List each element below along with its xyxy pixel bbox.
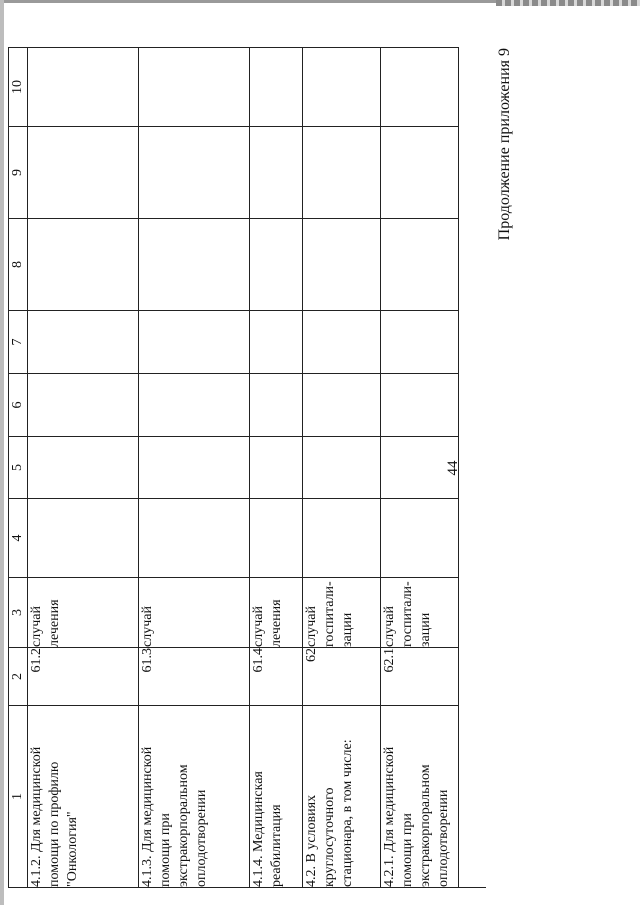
row-name-cell bbox=[250, 706, 303, 888]
column-number: 5 bbox=[9, 437, 28, 499]
table-row bbox=[250, 48, 303, 888]
empty-cell bbox=[28, 48, 139, 127]
row-name-line: 4.1.4. Медицинская bbox=[251, 771, 266, 887]
table-left-border bbox=[26, 887, 486, 888]
empty-cell bbox=[250, 437, 303, 499]
empty-cell bbox=[303, 311, 381, 374]
column-number: 9 bbox=[9, 127, 28, 219]
row-unit-line: зации bbox=[418, 612, 433, 647]
empty-cell bbox=[139, 311, 250, 374]
row-name-line: оплодотворении bbox=[436, 789, 451, 887]
table-row bbox=[303, 48, 381, 888]
empty-cell bbox=[139, 374, 250, 437]
row-name-line: "Онкология" bbox=[65, 811, 80, 887]
row-name-line: 4.2. В условиях bbox=[304, 794, 319, 887]
column-number: 8 bbox=[9, 219, 28, 311]
empty-cell bbox=[28, 311, 139, 374]
empty-cell bbox=[303, 437, 381, 499]
data-table bbox=[8, 47, 459, 888]
empty-cell bbox=[139, 48, 250, 127]
empty-cell bbox=[250, 374, 303, 437]
row-unit-line: случай bbox=[29, 606, 44, 647]
row-code-cell: 61.2 bbox=[28, 648, 139, 706]
column-number: 2 bbox=[9, 648, 28, 706]
rotated-page bbox=[8, 48, 568, 888]
empty-cell bbox=[303, 499, 381, 578]
row-name-line: круглосуточного bbox=[322, 787, 337, 887]
empty-cell bbox=[139, 499, 250, 578]
page-number: 44 bbox=[445, 460, 461, 476]
continuation-caption: Продолжение приложения 9 bbox=[496, 48, 513, 241]
row-unit-line: случай bbox=[251, 606, 266, 647]
row-name-line: экстракорпоральном bbox=[176, 764, 191, 887]
row-name-line: стационара, в том числе: bbox=[340, 739, 355, 887]
empty-cell bbox=[28, 127, 139, 219]
table-row bbox=[139, 48, 250, 888]
scan-corner-mark bbox=[496, 0, 640, 6]
row-unit-line: госпитали- bbox=[400, 581, 415, 647]
row-unit-cell bbox=[28, 578, 139, 648]
scan-edge-left bbox=[0, 0, 4, 905]
row-name-cell bbox=[139, 706, 250, 888]
row-unit-line: лечения bbox=[269, 599, 284, 647]
row-unit-line: случай bbox=[140, 606, 155, 647]
row-unit-line: госпитали- bbox=[322, 581, 337, 647]
row-code-cell: 62 bbox=[303, 648, 381, 706]
row-name-line: экстракорпоральном bbox=[418, 764, 433, 887]
empty-cell bbox=[303, 374, 381, 437]
row-unit-cell bbox=[139, 578, 250, 648]
row-name-line: помощи по профилю bbox=[47, 761, 62, 887]
row-name-cell bbox=[303, 706, 381, 888]
empty-cell bbox=[139, 219, 250, 311]
row-name-line: 4.1.2. Для медицинской bbox=[29, 746, 44, 887]
empty-cell bbox=[28, 499, 139, 578]
empty-cell bbox=[250, 311, 303, 374]
row-unit-line: случай bbox=[304, 606, 319, 647]
empty-cell bbox=[28, 374, 139, 437]
empty-cell bbox=[28, 219, 139, 311]
empty-cell bbox=[250, 499, 303, 578]
empty-cell bbox=[303, 219, 381, 311]
row-name-line: реабилитация bbox=[269, 804, 284, 887]
empty-cell bbox=[250, 48, 303, 127]
column-number: 4 bbox=[9, 499, 28, 578]
empty-cell bbox=[139, 127, 250, 219]
column-number: 10 bbox=[9, 48, 28, 127]
row-name-line: помощи при bbox=[158, 813, 173, 887]
column-number-row bbox=[9, 48, 28, 888]
row-name-line: помощи при bbox=[400, 813, 415, 887]
row-name-line: оплодотворении bbox=[194, 789, 209, 887]
row-code-cell: 61.4 bbox=[250, 648, 303, 706]
row-name-cell bbox=[28, 706, 139, 888]
row-unit-line: зации bbox=[340, 612, 355, 647]
empty-cell bbox=[139, 437, 250, 499]
column-number: 3 bbox=[9, 578, 28, 648]
column-number: 6 bbox=[9, 374, 28, 437]
row-unit-cell bbox=[250, 578, 303, 648]
row-code-cell: 62.1 bbox=[381, 648, 459, 706]
empty-cell bbox=[250, 219, 303, 311]
row-unit-line: случай bbox=[382, 606, 397, 647]
table-body bbox=[9, 48, 459, 888]
empty-cell bbox=[28, 437, 139, 499]
empty-cell bbox=[303, 127, 381, 219]
row-name-line: 4.2.1. Для медицинской bbox=[382, 746, 397, 887]
table-row bbox=[28, 48, 139, 888]
column-number: 1 bbox=[9, 706, 28, 888]
empty-cell bbox=[303, 48, 381, 127]
column-number: 7 bbox=[9, 311, 28, 374]
row-code-cell: 61.3 bbox=[139, 648, 250, 706]
row-unit-line: лечения bbox=[47, 599, 62, 647]
row-unit-cell bbox=[303, 578, 381, 648]
empty-cell bbox=[250, 127, 303, 219]
row-name-line: 4.1.3. Для медицинской bbox=[140, 746, 155, 887]
